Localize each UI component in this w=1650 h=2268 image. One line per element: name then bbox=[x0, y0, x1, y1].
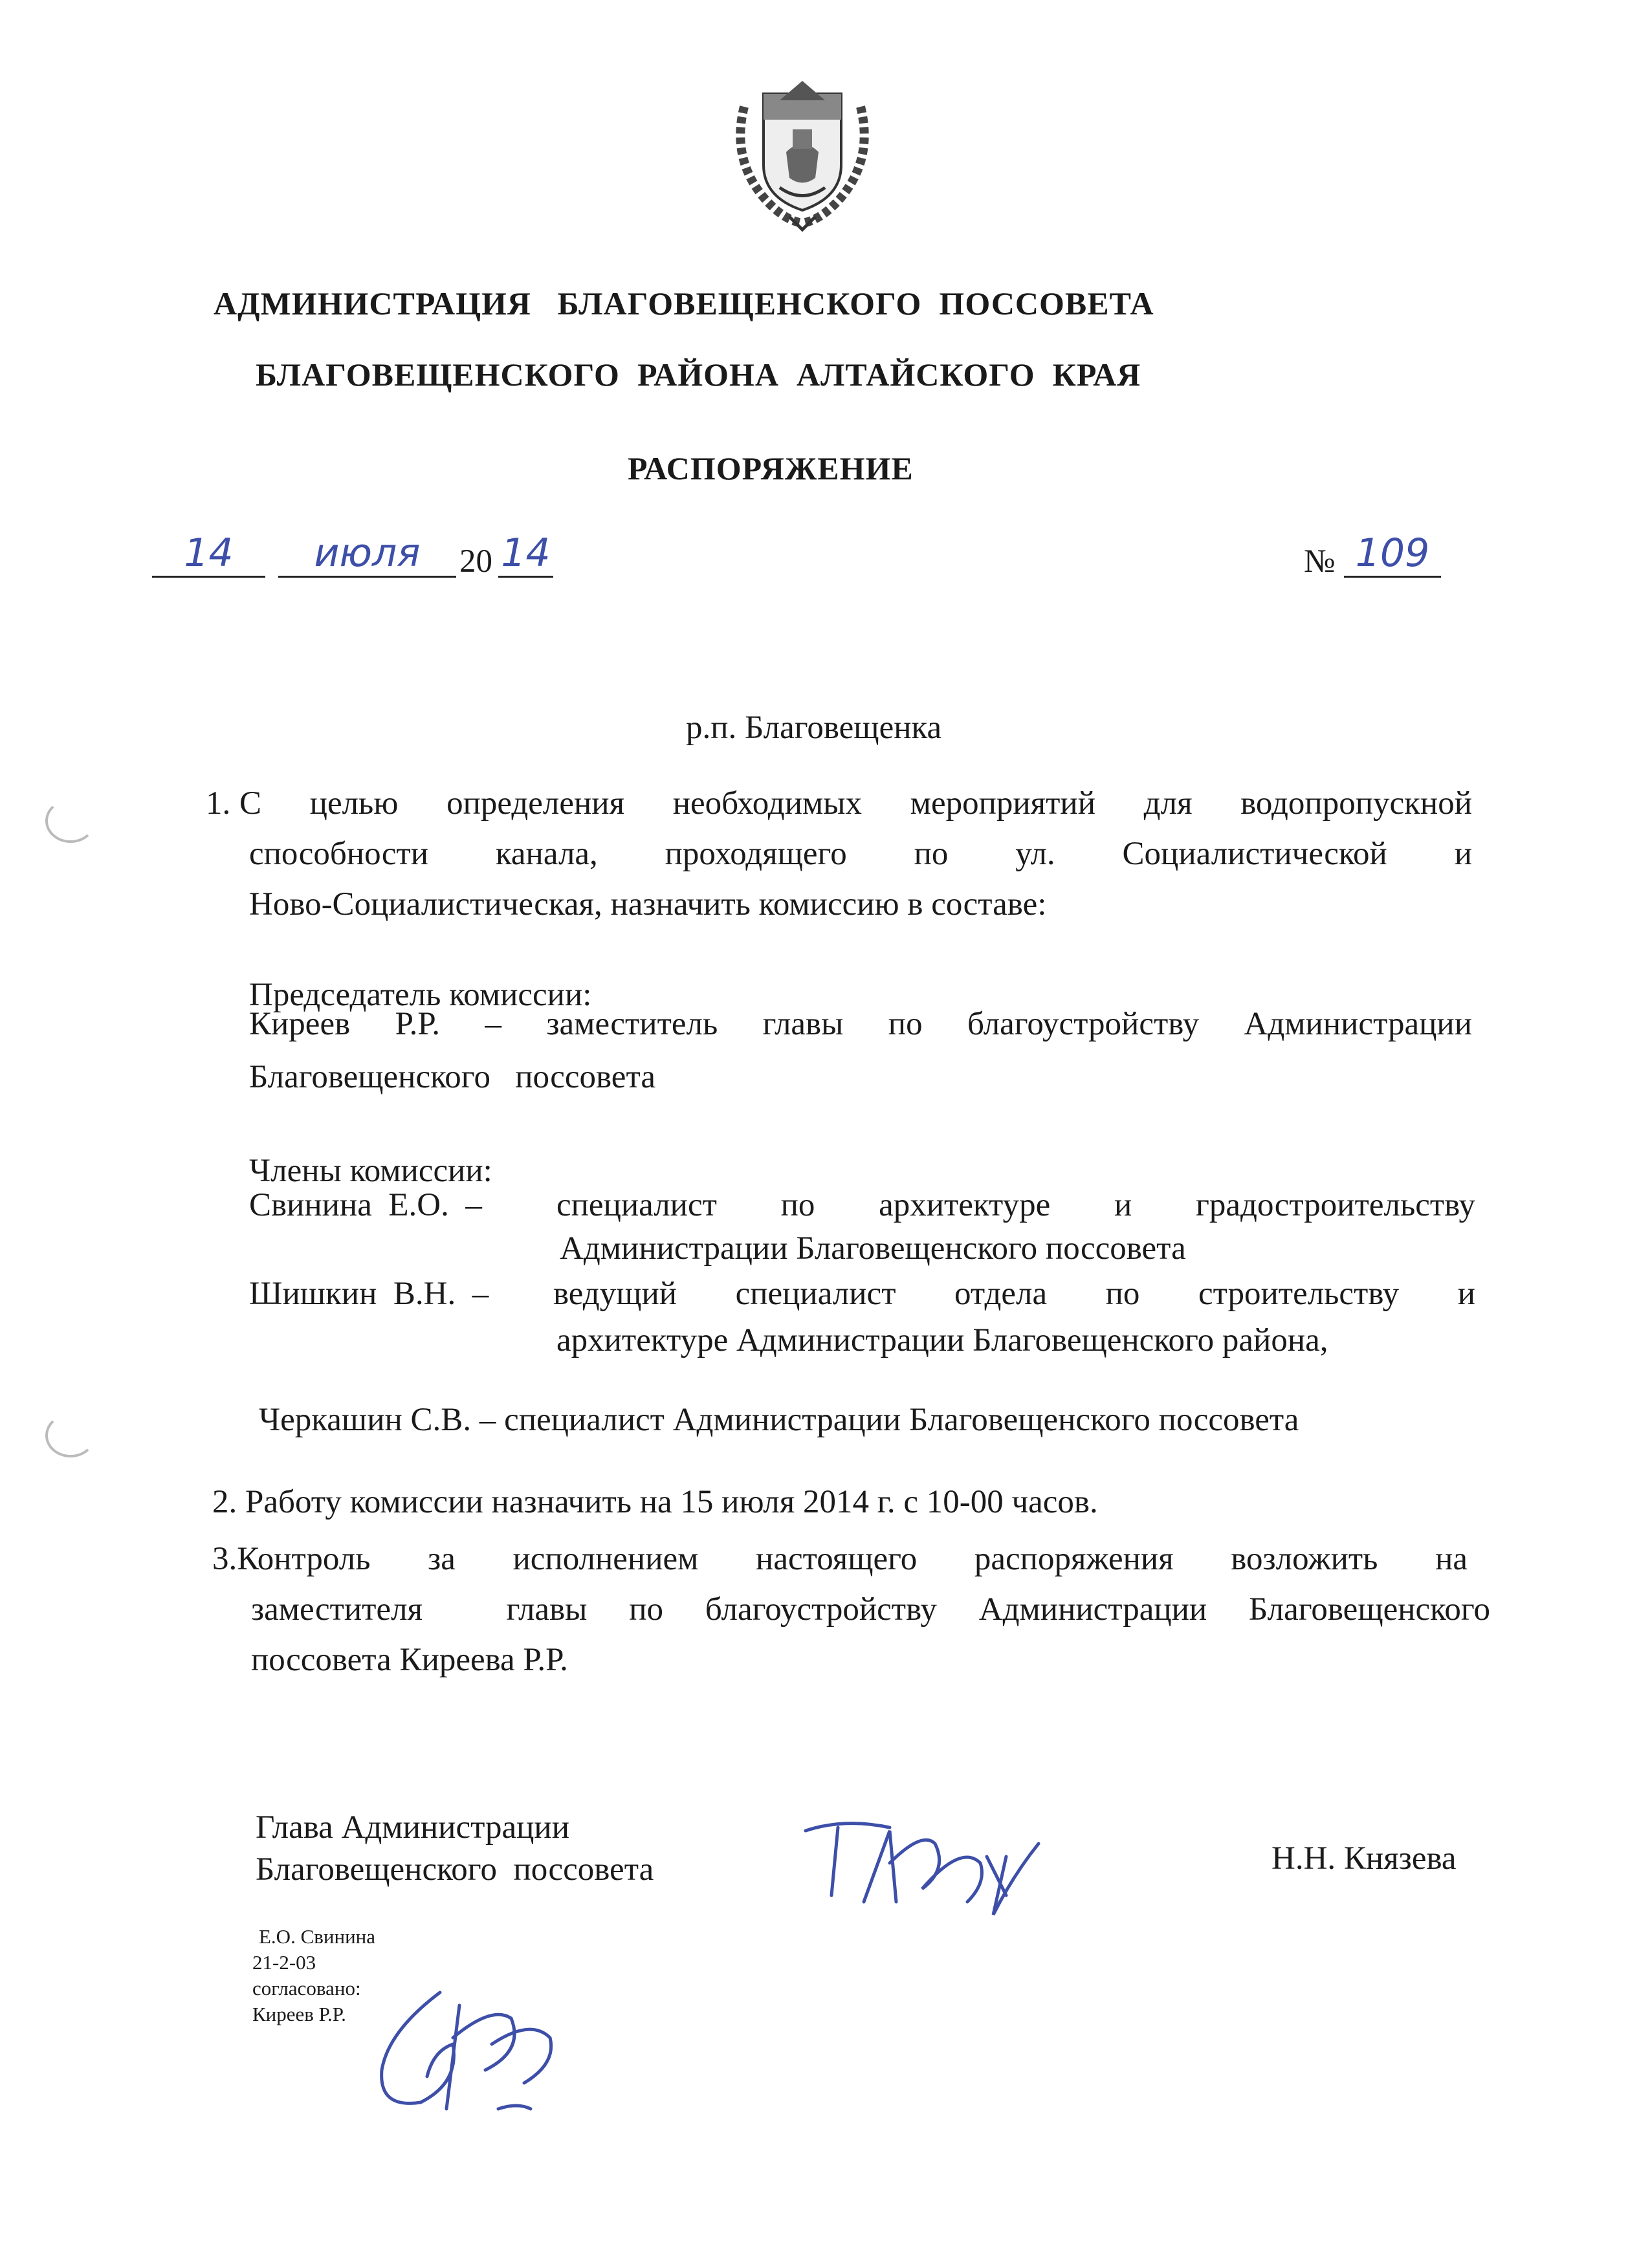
item2: 2. Работу комиссии назначить на 15 июля 2014 г. с 10-00 часов. bbox=[212, 1484, 1098, 1520]
member2-line2: архитектуре Администрации Благовещенского района, bbox=[556, 1322, 1328, 1358]
item3-line2: заместителя главы по благоустройству Администрации Благовещенского bbox=[251, 1591, 1490, 1628]
agreed-label: согласовано: bbox=[252, 1977, 361, 2000]
place-of-issue: р.п. Благовещенка bbox=[686, 710, 942, 746]
handwritten-signature-head bbox=[793, 1805, 1051, 1921]
date-year-suffix: 14 bbox=[498, 530, 553, 578]
member2-line1: ведущий специалист отдела по строительству и bbox=[553, 1276, 1475, 1312]
member1-line1: специалист по архитектуре и градостроительству bbox=[556, 1187, 1475, 1223]
agreed-name: Киреев Р.Р. bbox=[252, 2003, 346, 2025]
signatory-name: Н.Н. Князева bbox=[1271, 1840, 1457, 1877]
chair-line1: Киреев Р.Р. – заместитель главы по благоустройству Администрации bbox=[249, 1006, 1472, 1042]
signatory-title-line1: Глава Администрации bbox=[256, 1809, 570, 1846]
chair-line2: Благовещенского поссовета bbox=[249, 1059, 655, 1095]
document-type-title: РАСПОРЯЖЕНИЕ bbox=[628, 450, 914, 486]
member2-name: Шишкин В.Н. – bbox=[249, 1276, 489, 1312]
executor-name: Е.О. Свинина bbox=[259, 1925, 376, 1948]
punch-hole bbox=[45, 799, 96, 843]
signatory-title-line2: Благовещенского поссовета bbox=[256, 1851, 654, 1888]
item3-line3: поссовета Киреева Р.Р. bbox=[251, 1642, 568, 1678]
members-heading: Члены комиссии: bbox=[249, 1153, 492, 1189]
handwritten-signature-approval bbox=[362, 1979, 576, 2128]
date-year-prefix: 20 bbox=[459, 543, 492, 580]
item3-line1: 3.Контроль за исполнением настоящего распоряжения возложить на bbox=[212, 1541, 1468, 1577]
coat-of-arms-emblem bbox=[718, 68, 886, 233]
member3: Черкашин С.В. – специалист Администрации Благовещенского поссовета bbox=[259, 1402, 1299, 1438]
organization-title-line2: БЛАГОВЕЩЕНСКОГО РАЙОНА АЛТАЙСКОГО КРАЯ bbox=[256, 356, 1141, 393]
date-month: июля bbox=[278, 530, 456, 578]
date-day: 14 bbox=[152, 530, 265, 578]
item1-line3: Ново-Социалистическая, назначить комиссию в составе: bbox=[249, 886, 1047, 922]
member1-name: Свинина Е.О. – bbox=[249, 1187, 482, 1223]
organization-title-line1: АДМИНИСТРАЦИЯ БЛАГОВЕЩЕНСКОГО ПОССОВЕТА bbox=[214, 285, 1154, 322]
item1-number: 1. bbox=[206, 785, 231, 822]
chair-heading: Председатель комиссии: bbox=[249, 977, 592, 1013]
executor-phone: 21-2-03 bbox=[252, 1951, 316, 1974]
punch-hole bbox=[45, 1413, 96, 1457]
member1-line2: Администрации Благовещенского поссовета bbox=[560, 1230, 1186, 1267]
item1-line2: способности канала, проходящего по ул. Социалистической и bbox=[249, 836, 1472, 872]
number-prefix: № bbox=[1304, 543, 1336, 580]
number-value: 109 bbox=[1344, 530, 1441, 578]
item1-line1: С целью определения необходимых мероприятий для водопропускной bbox=[239, 785, 1472, 822]
